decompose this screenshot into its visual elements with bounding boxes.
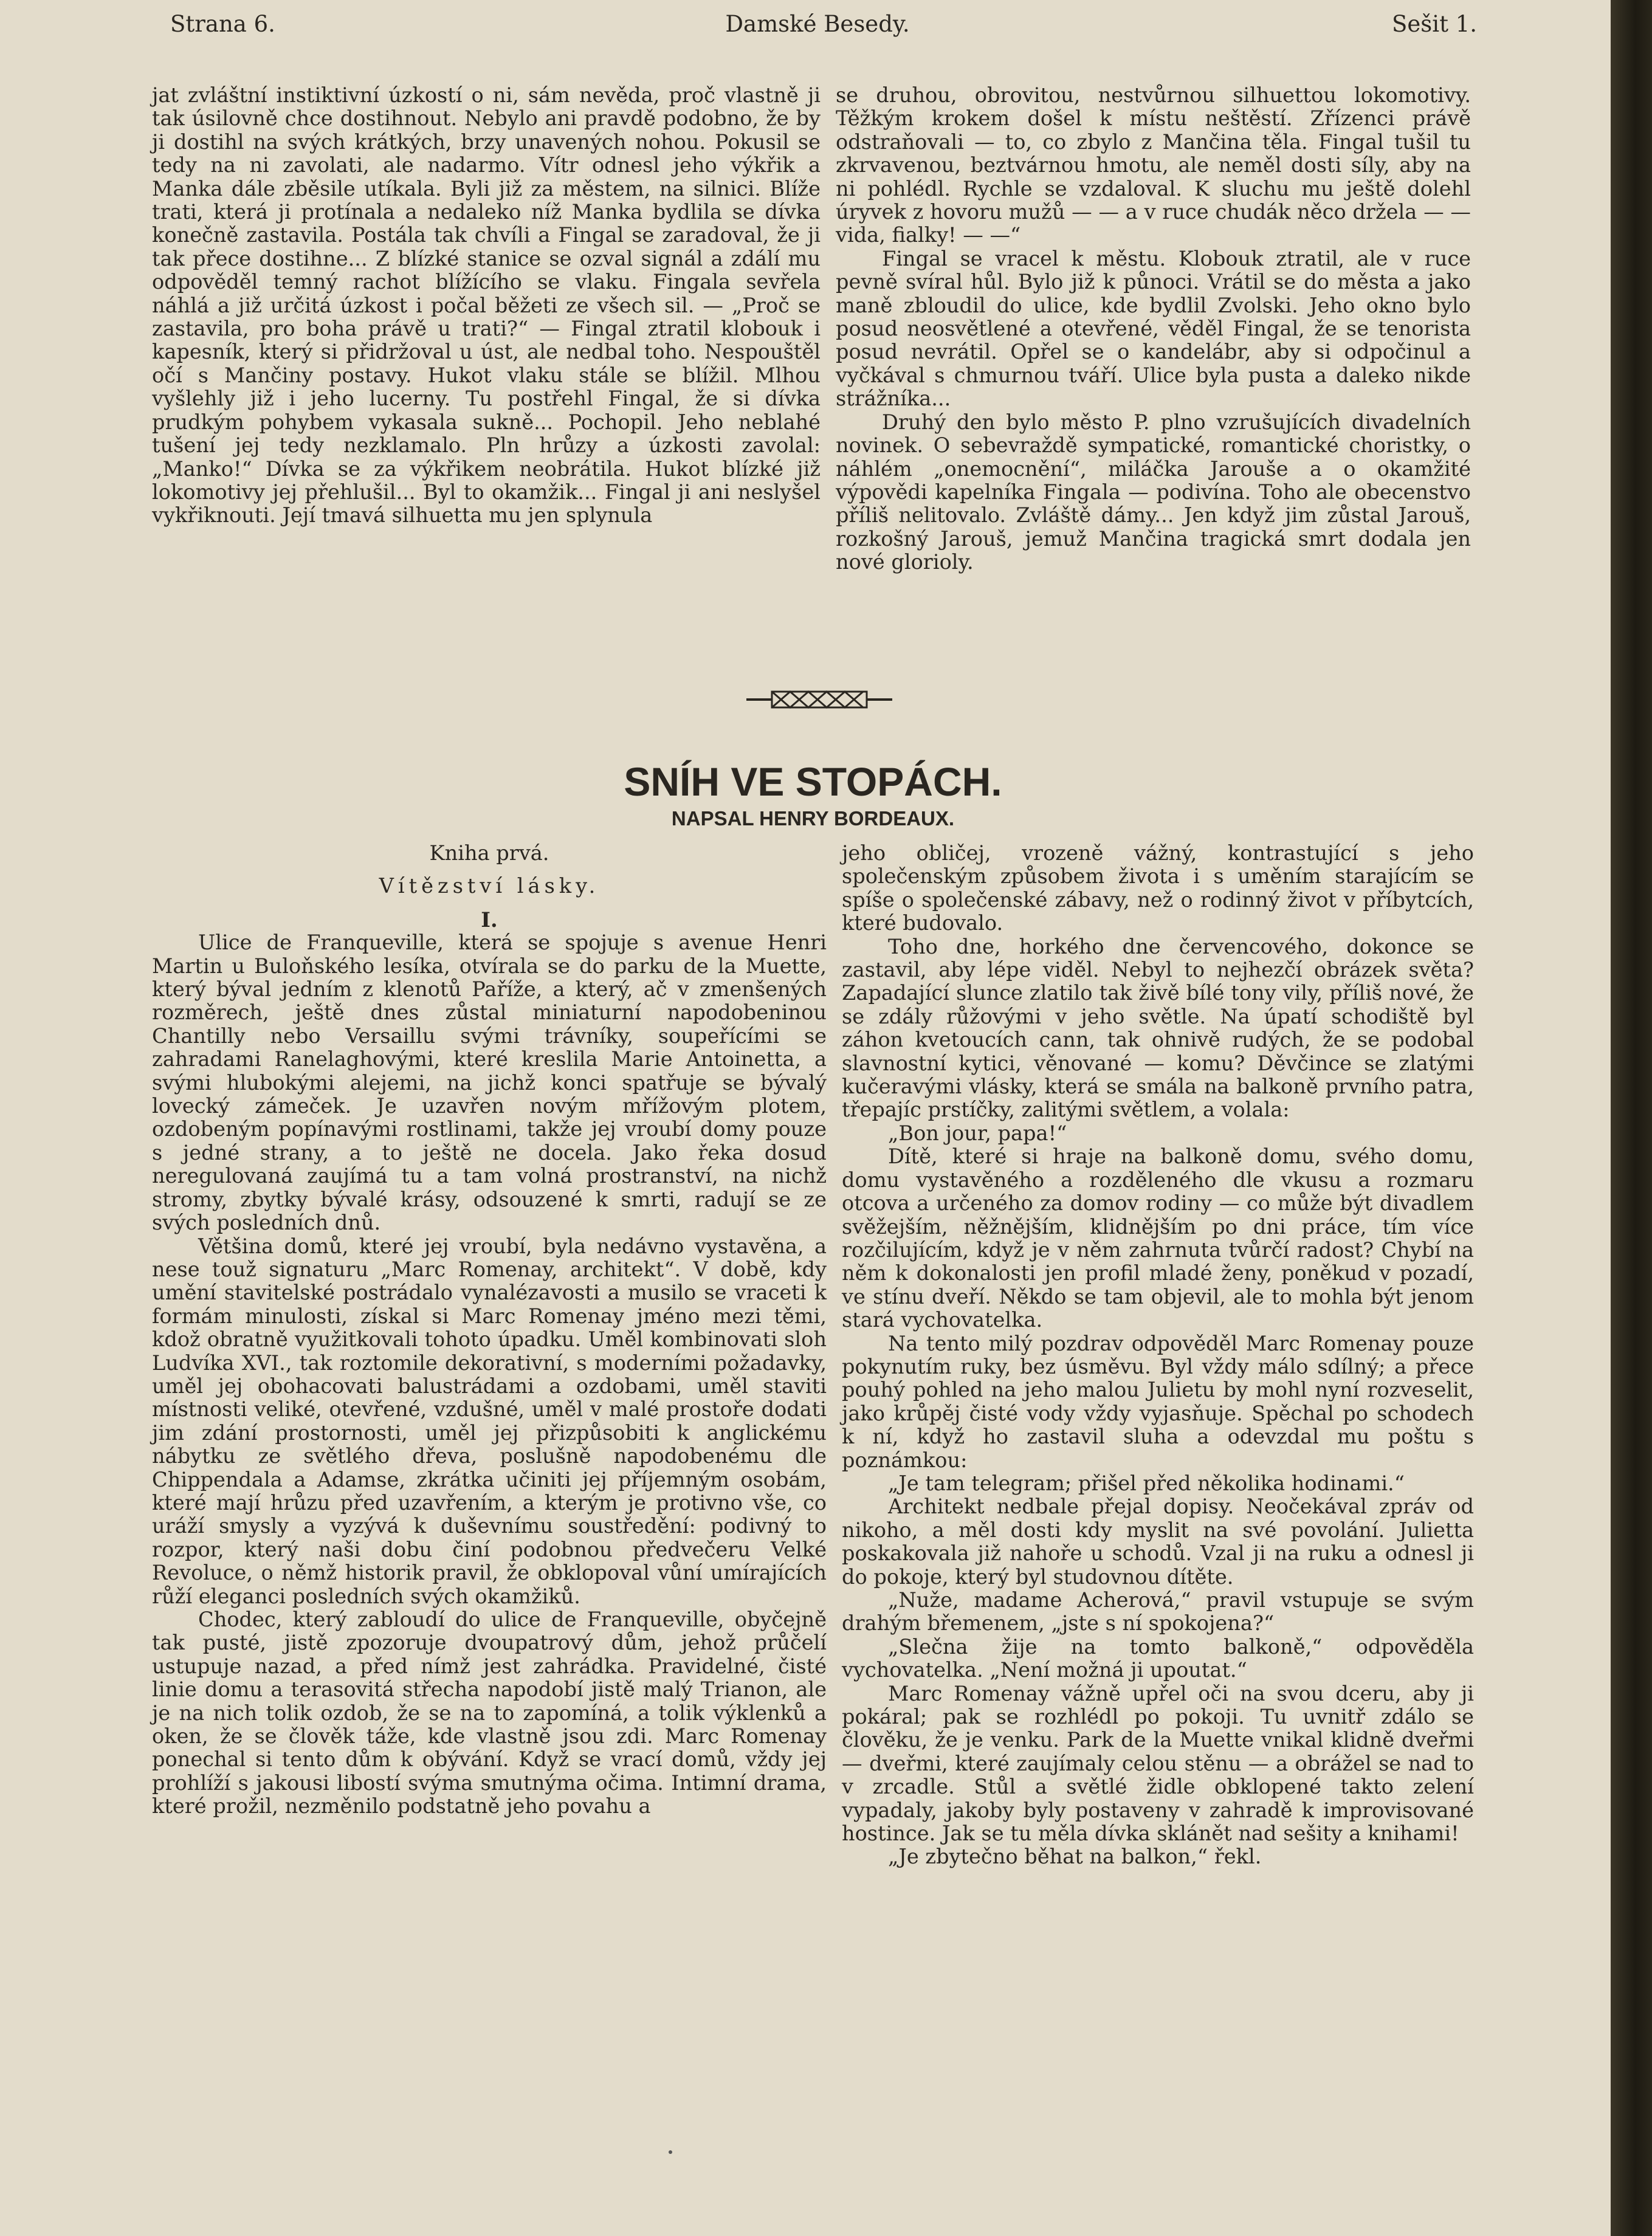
part-heading: Vítězství lásky.	[379, 874, 600, 898]
book-binding-edge	[1611, 0, 1652, 2236]
paragraph: Architekt nedbale přejal dopisy. Neočekával zpráv od nikoho, a měl dosti kdy myslit na své povolání. Julietta poskakovala již nahoře u schodů. Vzal ji na ruku a odnesl ji do pokoje, který byl studovnou dítěte.	[842, 1495, 1474, 1589]
paragraph: Většina domů, které jej vroubí, byla nedávno vystavěna, a nese touž signaturu „Marc Romenay, architekt“. V době, kdy umění stavitelské postrádalo vynalézavosti a musilo se vraceti k formám minulosti, získal si Marc Romenay jméno mezi těmi, kdož obratně využitkovali tohoto úpadku. Uměl kombinovati sloh Ludvíka XVI., tak roztomile dekorativní, s moderními požadavky, uměl jej obohacovati balustrádami a ozdobami, uměl staviti místnosti veliké, otevřené, vzdušné, uměl v malé prostoře dodati jim zdání prostornosti, uměl jej přizpůsobiti k anglickému nábytku ze světlého dřeva, poslušně napodobenému dle Chippendala a Adamse, zkrátka učiniti jej příjemným osobám, které mají hrůzu před uzavřením, a kterým je protivno vše, co uráží smysly a vyzývá k duševnímu soustředění: podivný to rozpor, který naši dobu činí podobnou předvečeru Velké Revoluce, o němž historik pravil, že obklopoval vůní umírajících růží eleganci posledních svých okamžiků.	[152, 1234, 827, 1608]
story-author: NAPSAL HENRY BORDEAUX.	[671, 807, 955, 830]
paragraph: „Je tam telegram; přišel před několika hodinami.“	[888, 1471, 1405, 1495]
paragraph: „Je zbytečno běhat na balkon,“ řekl.	[888, 1845, 1262, 1869]
issue-number: Sešit 1.	[1392, 11, 1477, 37]
story-title-block	[0, 759, 1611, 830]
page-number: Strana 6.	[170, 11, 275, 37]
paragraph: Dítě, které si hraje na balkoně domu, svého domu, domu vystavěného a rozděleného dle vkusu a rozmaru otcova a určeného za domov rodiny — co může být divadlem svěžejším, něžnějším, klidnějším po dni práce, tím více rozčilujícím, když je v něm zahrnuta tvůrčí radost? Chybí na něm k dokonalosti jen profil mladé ženy, poněkud v pozadí, ve stínu dveří. Někdo se tam objevil, ale to mohla být jenom stará vychovatelka.	[842, 1144, 1474, 1332]
top-right-column	[836, 84, 1471, 574]
paragraph: „Nuže, madame Acherová,“ pravil vstupuje se svým drahým břemenem, „jste s ní spokojena?“	[842, 1588, 1474, 1636]
ornament-divider-icon	[746, 686, 892, 714]
paragraph: Toho dne, horkého dne červencového, dokonce se zastavil, aby lépe viděl. Nebyl to nejhezčí obrázek světa? Zapadající slunce zlatilo tak živě bílé tony vily, příliš nové, že se zdály růžovými v jeho světle. Na úpatí schodiště byl záhon kvetoucích cann, tak ohnivě rudých, že se podobal slavnostní kytici, věnované — komu? Děvčince se zlatými kučeravými vlásky, která se smála na balkoně prvního patra, třepajíc prstíčky, zalitými světlem, a volala:	[842, 934, 1474, 1122]
paragraph: Fingal se vracel k městu. Klobouk ztratil, ale v ruce pevně svíral hůl. Bylo již k půnoci. Vrátil se do města a jako maně zbloudil do ulice, kde bydlil Zvolski. Jeho okno bylo posud neosvětlené a otevřené, věděl Fingal, že se tenorista posud nevrátil. Opřel se o kandelábr, aby si odpočinul a vyčkával s chmurnou tváří. Ulice byla pusta a daleko nikde strážníka...	[836, 246, 1471, 411]
paragraph: „Bon jour, papa!“	[888, 1121, 1067, 1145]
page-mark	[669, 2150, 672, 2154]
story-title: SNÍH VE STOPÁCH.	[624, 759, 1002, 804]
paragraph: „Slečna žije na tomto balkoně,“ odpověděla vychovatelka. „Není možná ji upoutat.“	[842, 1634, 1474, 1682]
chapter-heading: I.	[481, 907, 498, 932]
paragraph: Chodec, který zabloudí do ulice de Franqueville, obyčejně tak pusté, jistě zpozoruje dvoupatrový dům, jehož průčelí ustupuje nazad, a před nímž jest zahrádka. Pravidelné, čisté linie domu a terasovitá střecha napodobí jistě malý Trianon, ale je na nich tolik ozdob, že se na to zapomíná, a tolik výklenků a oken, že se člověk táže, kde vlastně jsou zdi. Marc Romenay ponechal si tento dům k obývání. Když se vrací domů, vždy jej prohlíží s jakousi libostí svýma smutnýma očima. Intimní drama, které prožil, nezměnilo podstatně jeho povahu a	[152, 1608, 827, 1818]
magazine-title: Damské Besedy.	[725, 11, 910, 37]
paragraph: jat zvláštní instiktivní úzkostí o ni, sám nevěda, proč vlastně ji tak úsilovně chce dostihnout. Nebylo ani pravdě podobno, že by ji dostihl na svých krátkých, brzy unavených nohou. Pokusil se tedy na ni zavolati, ale nadarmo. Vítr odnesl jeho výkřik a Manka dále zběsile utíkala. Byli již za městem, na silnici. Blíže trati, která ji protínala a nedaleko níž Manka bydlila se dívka konečně zastavila. Postála tak chvíli a Fingal se zaradoval, že ji tak přece dostihne... Z blízké stanice se ozval signál a zdálí mu odpověděl temný rachot blížícího se vlaku. Fingala sevřela náhlá a již určitá úzkost i počal běžeti ze všech sil. — „Proč se zastavila, pro boha právě u trati?“ — Fingal ztratil klobouk i kapesník, který si přidržoval u úst, ale nedbal toho. Nespouštěl očí s Mančiny postavy. Hukot vlaku stále se blížil. Mlhou vyšlehly již i jeho lucerny. Tu postřehl Fingal, že si dívka prudkým pohybem vykasala sukně... Pochopil. Jeho neblahé tušení jej tedy nezklamalo. Pln hrůzy a úzkosti zavolal: „Manko!“ Dívka se za výkřikem neobrátila. Hukot blízké již lokomotivy jej přehlušil... Byl to okamžik... Fingal ji ani neslyšel vykřiknouti. Její tmavá silhuetta mu jen splynula	[152, 83, 821, 528]
paragraph: Ulice de Franqueville, která se spojuje s avenue Henri Martin u Buloňského lesíka, otvírala se do parku de la Muette, který býval jedním z klenotů Paříže, a který, ač v zmenšených rozměrech, ještě dnes zůstal miniaturní napodobeninou Chantilly nebo Versaillu svými trávníky, soupeřícími se zahradami Ranelaghovými, které kreslila Marie Antoinetta, a svými hlubokými alejemi, na jichž konci spatřuje se bývalý lovecký zámeček. Je uzavřen novým mřížovým plotem, ozdobeným popínavými rostlinami, takže jej vroubí domy pouze s jedné strany, a to ještě ne docela. Jako řeka dosud neregulovaná zaujímá tu a tam volná prostranství, na nichž stromy, zbytky bývalé krásy, odsouzené k smrti, radují se ze svých posledních dnů.	[152, 931, 827, 1235]
paragraph: Na tento milý pozdrav odpověděl Marc Romenay pouze pokynutím ruky, bez úsměvu. Byl vždy málo sdílný; a přece pouhý pohled na jeho malou Julietu by mohl nyní rozveselit, jako krůpěj čisté vody vždy vyjasňuje. Spěchal po schodech k ní, když ho zastavil sluha a odevzdal mu poštu s poznámkou:	[842, 1331, 1474, 1472]
bottom-left-column	[152, 842, 827, 1818]
paragraph: se druhou, obrovitou, nestvůrnou silhuettou lokomotivy. Těžkým krokem došel k místu neštěstí. Zřízenci právě odstraňovali — to, co zbylo z Mančina těla. Fingal tušil tu zkrvavenou, beztvárnou hmotu, ale neměl dosti síly, aby na ni pohlédl. Rychle se vzdaloval. K sluchu mu ještě dolehl úryvek z hovoru mužů — — a v ruce chudák něco držela — — vida, fialky! — —“	[836, 83, 1471, 247]
running-header	[158, 11, 1477, 41]
book-heading: Kniha prvá.	[429, 841, 549, 865]
bottom-right-column	[842, 842, 1474, 1869]
paragraph: Druhý den bylo město P. plno vzrušujících divadelních novinek. O sebevraždě sympatické, romantické choristky, o náhlém „onemocnění“, miláčka Jarouše a o okamžité výpovědi kapelníka Fingala — podivína. Toho ale obecenstvo příliš nelitovalo. Zvláště dámy... Jen když jim zůstal Jarouš, rozkošný Jarouš, jemuž Mančina tragická smrt dodala jen nové glorioly.	[836, 410, 1471, 574]
top-left-column	[152, 84, 821, 528]
paragraph: Marc Romenay vážně upřel oči na svou dceru, aby ji pokáral; pak se rozhlédl po pokoji. Tu uvnitř zdálo se člověku, že je venku. Park de la Muette vnikal klidně dveřmi — dveřmi, které zaujímaly celou stěnu — a obrážel se nad to v zrcadle. Stůl a světlé židle obklopené takto zelení vypadaly, jakoby byly postaveny v zahradě k improvisované hostince. Jak se tu měla dívka sklánět nad sešity a knihami!	[842, 1681, 1474, 1846]
paragraph: jeho obličej, vrozeně vážný, kontrastující s jeho společenským způsobem života i s uměním starajícím se spíše o společenské zábavy, než o rodinný život v příbytcích, které budovalo.	[842, 841, 1474, 935]
